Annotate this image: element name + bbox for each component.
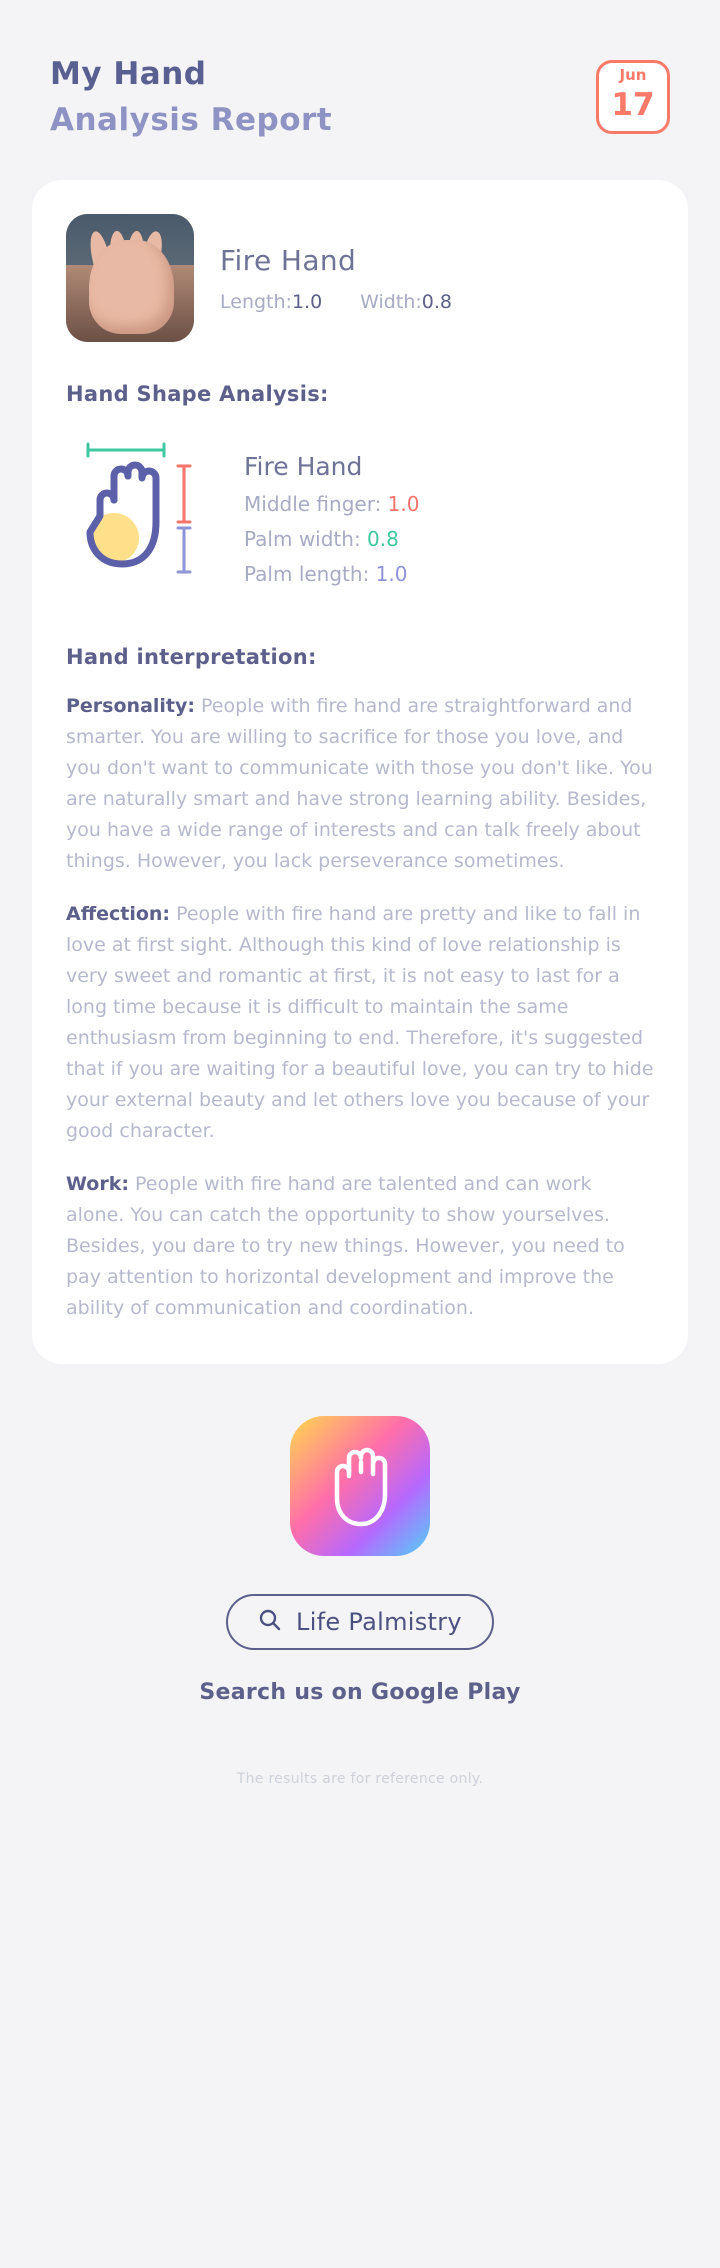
metric-middle-finger-value: 1.0 — [387, 491, 420, 516]
google-play-text: Search us on Google Play — [199, 1680, 521, 1705]
hand-summary — [66, 214, 654, 342]
page-header — [0, 0, 720, 138]
hand-shape-diagram — [66, 430, 654, 599]
calendar-day: 17 — [611, 87, 655, 123]
search-icon — [258, 1608, 282, 1636]
page-title-line2: Analysis Report — [50, 102, 333, 138]
hand-type-name: Fire Hand — [220, 243, 357, 277]
metric-middle-finger-label: Middle finger: — [244, 491, 388, 516]
hand-diagram-legend — [244, 444, 419, 586]
hand-photo — [66, 214, 194, 342]
palmistry-app-icon[interactable] — [290, 1416, 430, 1556]
hand-length-label: Length: — [220, 290, 292, 313]
page-footer — [0, 1416, 720, 1787]
hand-summary-text — [220, 244, 452, 313]
search-button[interactable] — [226, 1594, 494, 1650]
hand-length — [220, 291, 322, 313]
hand-dimensions — [220, 291, 452, 313]
shape-analysis-title: Hand Shape Analysis: — [66, 382, 329, 406]
hand-length-value: 1.0 — [291, 290, 323, 313]
metric-palm-length-label: Palm length: — [244, 561, 376, 586]
paragraph-text-work: People with fire hand are talented and can work alone. You can catch the opportunity to show yourselves. Besides, you dare to try new things. However, you need to pay attention to horizontal development and improve the ability of communication and coordination. — [66, 1173, 625, 1319]
paragraph-lead-affection: Affection: — [66, 903, 171, 925]
metric-palm-width — [244, 527, 419, 551]
paragraph-lead-work: Work: — [66, 1173, 129, 1195]
paragraph-lead-personality: Personality: — [66, 695, 195, 717]
search-button-label: Life Palmistry — [296, 1608, 462, 1636]
metric-palm-length-value: 1.0 — [375, 561, 408, 586]
page-title — [50, 56, 332, 138]
diagram-hand-name: Fire Hand — [244, 451, 363, 481]
calendar-icon — [596, 60, 670, 134]
hand-width-label: Width: — [360, 290, 422, 313]
hand-diagram-icon — [66, 430, 226, 599]
metric-palm-width-label: Palm width: — [244, 526, 368, 551]
interpretation-paragraph-personality — [66, 691, 654, 877]
paragraph-text-personality: People with fire hand are straightforward and smarter. You are willing to sacrifice for those you love, and you don't want to communicate with those you don't like. You are naturally smart and have strong learning ability. Besides, you have a wide range of interests and can talk freely about things. However, you lack perseverance sometimes. — [66, 695, 653, 872]
interpretation-paragraph-work — [66, 1169, 654, 1324]
hand-width-value: 0.8 — [421, 290, 452, 313]
metric-palm-width-value: 0.8 — [367, 526, 399, 551]
hand-width — [360, 291, 452, 313]
interpretation-title: Hand interpretation: — [66, 645, 317, 669]
metric-middle-finger — [244, 492, 419, 516]
paragraph-text-affection: People with fire hand are pretty and like to fall in love at first sight. Although this kind of love relationship is very sweet and romantic at first, it is not easy to last for a long time because it is difficult to maintain the same enthusiasm from beginning to end. Therefore, it's suggested that if you are waiting for a beautiful love, you can try to hide your external beauty and let others love you because of your good character. — [66, 903, 654, 1142]
metric-palm-length — [244, 562, 419, 586]
calendar-month: Jun — [619, 66, 647, 84]
disclaimer-text: The results are for reference only. — [236, 1771, 484, 1787]
page-title-line1: My Hand — [50, 56, 207, 92]
report-card — [32, 180, 688, 1364]
interpretation-paragraph-affection — [66, 899, 654, 1147]
